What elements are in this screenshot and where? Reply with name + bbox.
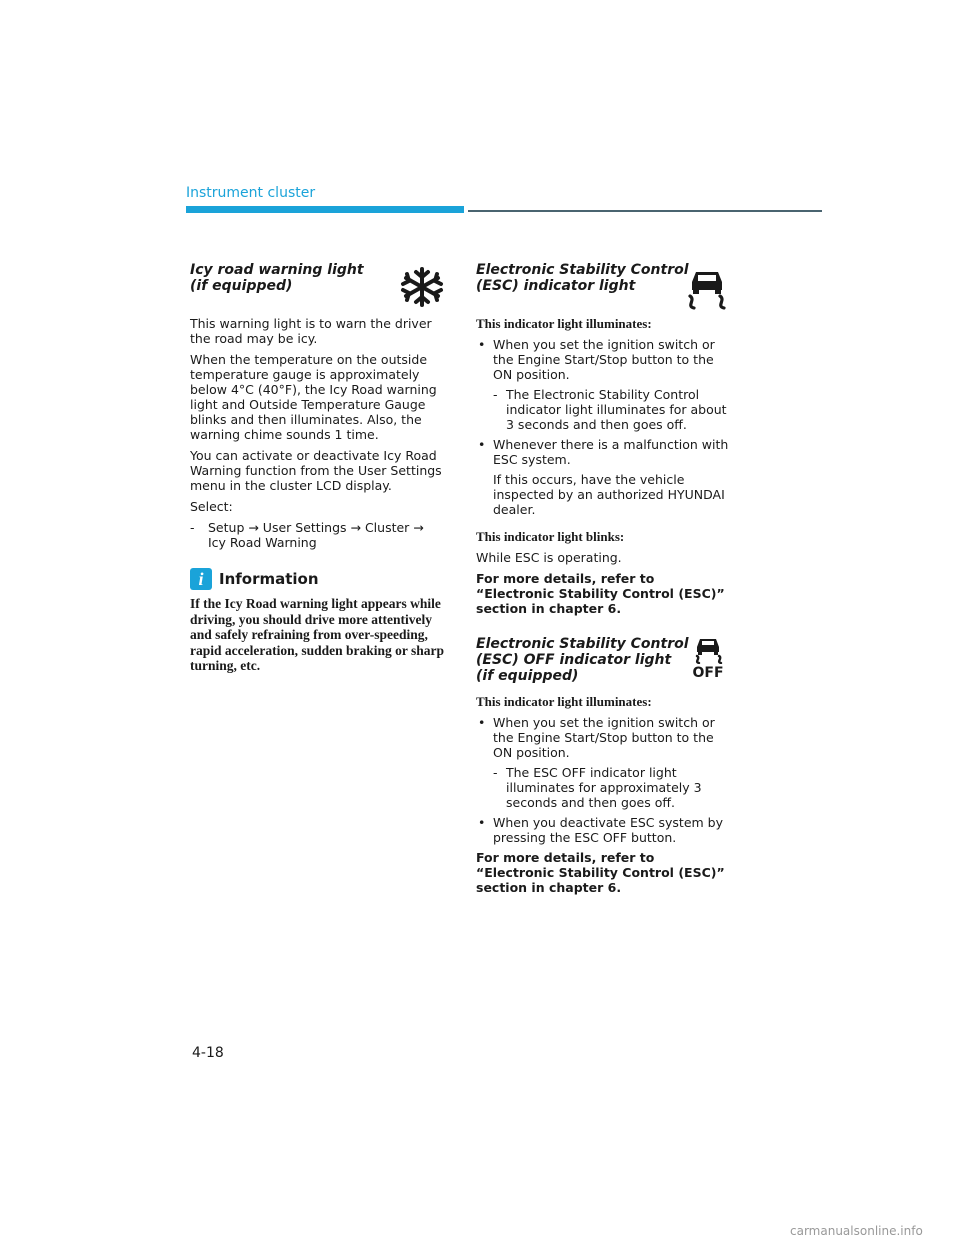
icy-road-select-label: Select: — [190, 499, 233, 514]
left-column — [190, 262, 445, 674]
icy-road-paragraph-3: You can activate or deactivate Icy Road Warning function from the User Settings menu in the cluster LCD display. — [190, 448, 442, 493]
information-icon: i — [190, 568, 212, 590]
esc-car-small-icon — [691, 636, 725, 664]
esc-bullet-1-sub: - The Electronic Stability Control indicator light illuminates for about 3 seconds and then goes off. — [493, 387, 727, 432]
header-rule-accent — [186, 206, 464, 213]
esc-title: Electronic Stability Control (ESC) indicator light — [476, 262, 689, 294]
esc-off-icon-label: OFF — [692, 665, 724, 681]
header-title: Instrument cluster — [186, 185, 316, 201]
esc-section-header — [476, 262, 731, 316]
information-body: If the Icy Road warning light appears while driving, you should drive more attentively and safely refraining from over-speeding, rapid acceleration, sudden braking or sharp turning, etc. — [190, 596, 445, 673]
esc-illuminates-heading: This indicator light illuminates: — [476, 316, 652, 331]
icy-road-title: Icy road warning light (if equipped) — [190, 262, 364, 294]
information-header — [190, 568, 445, 590]
esc-off-section-header — [476, 636, 731, 694]
dash-marker: - — [493, 387, 498, 402]
esc-more-details: For more details, refer to “Electronic Stability Control (ESC)” section in chapter 6. — [476, 571, 725, 616]
snowflake-icon — [398, 266, 446, 308]
icy-road-section-header — [190, 262, 445, 316]
esc-off-title: Electronic Stability Control (ESC) OFF indicator light (if equipped) — [476, 636, 689, 684]
esc-bullet-1: • When you set the ignition switch or the Engine Start/Stop button to the ON position. — [476, 337, 731, 382]
esc-bullet-2: • Whenever there is a malfunction with ESC system. — [476, 437, 731, 467]
esc-blinks-text: While ESC is operating. — [476, 550, 622, 565]
icy-road-paragraph-1: This warning light is to warn the driver the road may be icy. — [190, 316, 432, 346]
esc-off-bullet-1-sub: - The ESC OFF indicator light illuminates for approximately 3 seconds and then goes off. — [493, 765, 702, 810]
esc-off-bullet-1: • When you set the ignition switch or the Engine Start/Stop button to the ON position. — [476, 715, 731, 760]
esc-off-icon — [690, 636, 726, 680]
icy-road-menu-path: - Setup → User Settings → Cluster → Icy Road Warning — [190, 520, 424, 550]
information-title: Information — [219, 570, 319, 588]
esc-bullet-2-note: If this occurs, have the vehicle inspected by an authorized HYUNDAI dealer. — [493, 472, 725, 517]
esc-blinks-heading: This indicator light blinks: — [476, 529, 625, 544]
esc-skidding-car-icon — [682, 266, 732, 310]
right-column — [476, 262, 731, 901]
watermark: carmanualsonline.info — [790, 1224, 923, 1238]
icy-road-paragraph-2: When the temperature on the outside temperature gauge is approximately below 4°C (40°F), the Icy Road warning light and Outside Temperature Gauge blinks and then illuminates. Also, the warning chime sounds 1 time. — [190, 352, 437, 442]
header-rule — [468, 210, 822, 212]
esc-off-bullet-2: • When you deactivate ESC system by pressing the ESC OFF button. — [476, 815, 731, 845]
dash-marker: - — [493, 765, 498, 780]
dash-marker: - — [190, 520, 195, 535]
esc-off-more-details: For more details, refer to “Electronic Stability Control (ESC)” section in chapter 6. — [476, 850, 725, 895]
esc-off-illuminates-heading: This indicator light illuminates: — [476, 694, 652, 709]
page-number: 4-18 — [192, 1045, 224, 1061]
